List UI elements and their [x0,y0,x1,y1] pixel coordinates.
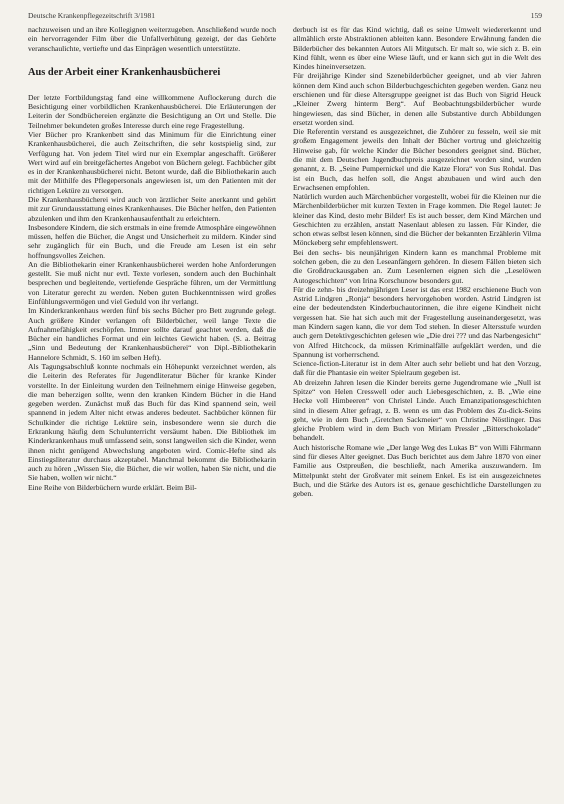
paragraph: Vier Bücher pro Krankenbett sind das Minimum für die Einrichtung einer Krankenhausbücherei, die auch Zeitschriften, die sehr kostspielig sind, zur Verfügung hat. Von jedem Titel wird nur ein Exemplar angeschafft. Größerer Wert wird auf ein breitgefächertes Angebot von Büchern gelegt. Fachbücher gibt es in der Krankenhausbücherei nicht. Betont wurde, daß die Bibliothekarin auch mit der Mithilfe des Pflegepersonals angewiesen ist, um den Patienten mit der richtigen Lektüre zu versorgen. [28,129,276,195]
paragraph: Der letzte Fortbildungstag fand eine willkommene Auflockerung durch die Besichtigung einer vorbildlichen Krankenhausbücherei. Die Erläuterungen der Leiterin der Sondbüchereien ergänzte die Besichtigung an Ort und Stelle. Die Teilnehmer bekundeten großes Interesse durch eine rege Fragestellung. [28,92,276,130]
paragraph: Ab dreizehn Jahren lesen die Kinder bereits gerne Jugendromane wie „Null ist Spitze“ von Helen Cresswell oder auch Liebesgeschichten, z. B. „Wie eine Hecke voll Himbeeren“ von Christel Linde. Auch Emanzipationsgeschichten sind in diesem Alter gefragt, z. B. wenn es um das Problem des Zu-dick-Seins geht, wie in dem Buch „Gretchen Sackmeier“ von Christine Nöstlinger. Das gleiche Problem wird in dem Buch von Miriam Pressler „Bitterschokolade“ behandelt. [293,377,541,443]
paragraph: Für dreijährige Kinder sind Szenebilderbücher geeignet, und ab vier Jahren können dem Kind auch schon Bilderbuchgeschichten gegeben werden. Ganz neu erschienen und für diese Altersgruppe geeignet ist das Buch von Sigrid Heuck „Kleiner Zwerg hinterm Berg“. Auf Beobachtungsbilderbücher wurde hingewiesen, das sind Bücher, in denen alle Substantive durch Abbildungen ersetzt worden sind. [293,71,541,127]
paragraph: Eine Reihe von Bilderbüchern wurde erklärt. Beim Bil- [28,482,197,492]
section-heading: Aus der Arbeit einer Krankenhausbücherei [28,66,221,78]
running-header [28,11,542,21]
paragraph: Bei den sechs- bis neunjährigen Kindern kann es manchmal Probleme mit solchen geben, die zu den Leseanfängern gehören. In diesem Fällen bieten sich die Großdruckausgaben an. Zum Lesenlernen eignen sich die „Leselöwen Autogeschichten“ von Irina Korschunow besonders gut. [293,247,541,285]
page-number: 159 [530,11,542,20]
intro-paragraph: nachzuweisen und an ihre Kollegignen weiterzugeben. Anschließend wurde noch ein hervorragender Film über die Unfallverhütung gezeigt, der das Gehörte veranschaulichte, vertiefte und das Einprägen wesentlich unterstützte. [28,25,276,53]
paragraph: Natürlich wurden auch Märchenbücher vorgestellt, wobei für die Kleinen nur die Märchenbilderbücher mit kurzen Texten in Frage kommen. Die Regel lautet: Je kleiner das Kind, desto mehr Bilder! Es ist auch besser, dem Kind Märchen und Geschichten zu erzählen, anstatt Nasenlaut ablesen zu lassen. Für Kinder, die schon etwas selbst lesen können, sind die Bücher der bekannten Erzählerin Vilma Mönckeberg sehr empfehlenswert. [293,192,541,248]
paragraph: Die Krankenhausbücherei wird auch von ärztlicher Seite anerkannt und gehört mit zur Grundausstattung eines Krankenhauses. Die Bücher helfen, den Patienten abzulenken und ihm den Krankenhausaufenthalt zu erleichtern. [28,194,276,223]
paragraph: Als Tagungsabschluß konnte nochmals ein Höhepunkt verzeichnet werden, als die Leiterin des Referates für Jugendliteratur Bücher für kranke Kinder vorstellte. In der Einleitung wurden den Teilnehmern einige Hinweise gegeben, die man beherzigen sollte, wenn den kranken Kindern Bücher in die Hand gegeben werden. Zunächst muß das Buch für das Kind spannend sein, weil spannend in jedem Alter nicht etwas anderes bedeutet. Sachbücher können für Schulkinder die richtige Lektüre sein, insbesondere wenn sie durch die Erkrankung häufig dem Schulunterricht versäumt haben. Die Bibliothek im Kinderkrankenhaus muß umfassend sein, sonst langweilen sich die Kinder, wenn ihnen nicht genügend Abwechslung angeboten wird. Comic-Hefte sind als Einstiegsliteratur durchaus akzeptabel. Manchmal bekommt die Bibliothekarin auch zu hören „Wissen Sie, die Bücher, die wir wollen, haben Sie nicht, und die Sie haben, wollen wir nicht.“ [28,362,276,483]
paragraph: Im Kinderkrankenhaus werden fünf bis sechs Bücher pro Bett zugrunde gelegt. Auch größere Kinder verlangen oft Bilderbücher, weil lange Texte die Aufnahmefähigkeit erschöpfen. Immer sollte darauf geachtet werden, daß die Bücher ein handliches Format und ein leichtes Gewicht haben. (S. a. Beitrag „Sinn und Bedeutung der Krankenhausbücherei“ von Dipl.-Bibliothekarin Hannelore Schmidt, S. 160 im selben Heft). [28,306,276,362]
paragraph: An die Bibliothekarin einer Krankenhausbücherei werden hohe Anforderungen gestellt. Sie muß nicht nur evtl. Texte vorlesen, sondern auch den Buchinhalt besprechen und begleitende, vertiefende Gespräche führen, um der Vermittlung von Literatur gerecht zu werden. Neben guten Buchkenntnissen wird großes Einfühlungsvermögen und viel Geduld von ihr verlangt. [28,259,276,307]
left-column [28,25,276,795]
journal-title: Deutsche Krankenpflegezeitschrift 3/1981 [28,11,156,20]
paragraph: Für die zehn- bis dreizehnjährigen Leser ist das erst 1982 erschienene Buch von Astrid Lindgren „Ronja“ besonders hervorgehoben worden. Astrid Lindgren ist eine der bedeutendsten Kinderbuchautorinnen, die ihre eigene Kindheit nicht vergessen hat. Sie hat sich auch mit der Fragestellung auseinandergesetzt, was man Kindern sagen kann, die vor dem Tod stehen. In dieser Altersstufe wurden auch gern Detektivgeschichten gelesen wie „Die drei ??? und das Narbengesicht“ von Alfred Hitchcock, da müssen Kriminalfälle aufgeklärt werden, und die Spannung ist vorherrschend. [293,284,541,359]
paragraph: Die Referentin verstand es ausgezeichnet, die Zuhörer zu fesseln, weil sie mit großem Engagement jeweils den Inhalt der Bücher vortrug und gleichzeitig Hinweise gab, für welche Kinder die Bücher besonders geeignet sind. Bücher, die mit dem Deutschen Jugendbuchpreis ausgezeichnet worden sind, wurden genannt, z. B. „Seine Pumpernickel und die Katze Flora“ von Sus Rohdal. Das ist ein Buch, das helfen soll, die Angst abzubauen und wird auch den Erwachsenen empfohlen. [293,127,541,192]
right-column [293,25,541,795]
paragraph: Science-fiction-Literatur ist in dem Alter auch sehr beliebt und hat den Vorzug, daß für die Phantasie ein weiter Spielraum gegeben ist. [293,359,541,378]
paragraph: derbuch ist es für das Kind wichtig, daß es seine Umwelt wiedererkennt und allmählich erste Abstraktionen ableiten kann. Besondere Erwähnung fanden die Bilderbücher des bekannten Autors Ali Mitgutsch. Er malt so, wie sich z. B. ein Kind fühlt, wenn es über eine Wiese läuft, und er kann sich gut in die Welt des Kindes hineinversetzen. [293,25,541,72]
paragraph: Insbesondere Kindern, die sich erstmals in eine fremde Atmosphäre eingewöhnen müssen, helfen die Bücher, die Angst und Unsicherheit zu mildern. Kinder sind sehr zugänglich für ein Buch, und die Freude am Lesen ist ein sehr hoffnungsvolles Zeichen. [28,222,276,260]
paragraph: Auch historische Romane wie „Der lange Weg des Lukas B“ von Willi Fährmann sind für dieses Alter geeignet. Das Buch berichtet aus dem Jahre 1870 von einer Familie aus Ostpreußen, die beschließt, nach Amerika auszuwandern. Im Mittelpunkt steht der Großvater mit seinem Enkel. Es ist ein ausgezeichnetes Buch, und die Stärke des Autors ist es, genaue geschichtliche Darstellungen zu geben. [293,442,541,499]
